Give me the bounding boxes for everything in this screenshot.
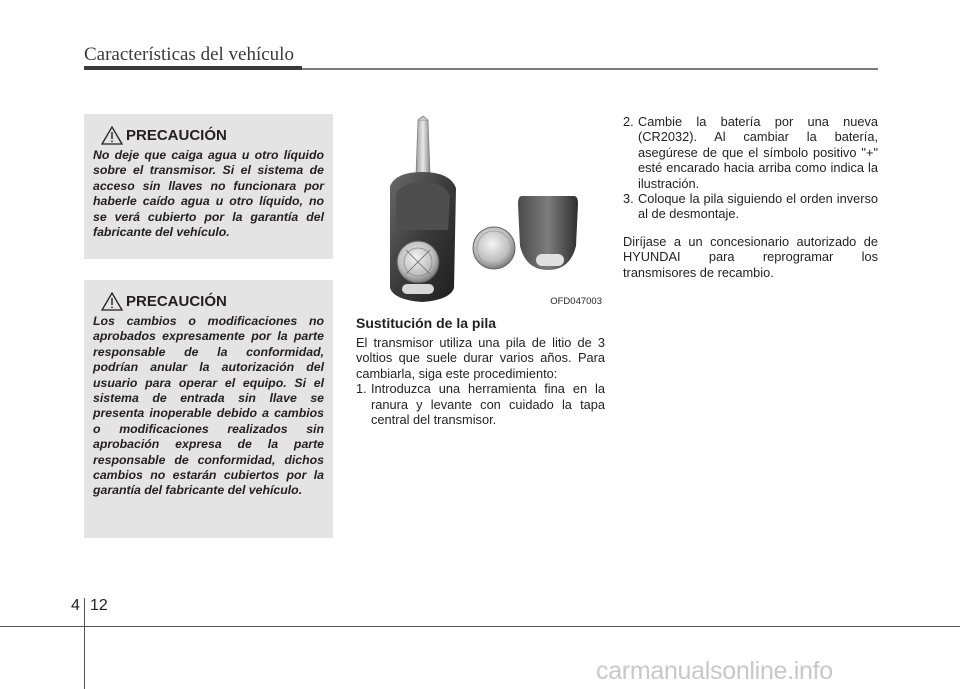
key-battery-photo <box>356 114 605 309</box>
step-number: 3. <box>623 191 634 207</box>
caution-title: PRECAUCIÓN <box>126 127 227 144</box>
header-rule <box>84 68 878 70</box>
step-number: 2. <box>623 114 634 129</box>
caution-box-modifications <box>84 280 333 538</box>
section-heading: Sustitución de la pila <box>356 315 497 331</box>
warning-triangle-icon <box>101 126 123 145</box>
closing-paragraph: Diríjase a un concesionario autorizado de HYUNDAI para reprogramar los transmisores de recambio. <box>623 233 878 280</box>
caution-text: No deje que caiga agua u otro líquido sobre el transmisor. Si el sistema de acceso sin llaves no funcionara por haberle caído agua u otro líquido, no se verá cubierto por la garantía del fabricante del vehículo. <box>93 148 324 240</box>
warning-triangle-icon <box>101 292 123 311</box>
caution-text: Los cambios o modificaciones no aprobados expresamente por la parte responsable de la conformidad, podrían anular la autorización del usuario para operar el equipo. Si el sistema de entrada sin llave se presenta inoperable debido a cambios o modificaciones realizados sin aprobación expresa de la parte responsable de conformidad, dichos cambios no estarán cubiertos por la garantía del fabricante del vehículo. <box>93 314 324 498</box>
step-item <box>356 381 605 427</box>
page-number: 12 <box>90 597 108 614</box>
intro-paragraph: El transmisor utiliza una pila de litio de 3 voltios que suele durar varios años. Para cambiarla, siga este procedimiento: <box>356 335 605 381</box>
caution-title: PRECAUCIÓN <box>126 293 227 310</box>
figure-code: OFD047003 <box>550 296 602 307</box>
footer-rule <box>0 626 960 627</box>
footer-divider <box>84 598 85 689</box>
caution-box-water <box>84 114 333 259</box>
step-item <box>623 191 878 222</box>
page-header-title: Características del vehículo <box>84 44 294 65</box>
watermark-text[interactable]: carmanualsonline.info <box>596 657 833 685</box>
key-fob-illustration <box>356 114 605 309</box>
right-column-text <box>623 114 878 280</box>
middle-column-text <box>356 335 605 427</box>
chapter-number: 4 <box>71 597 80 614</box>
step-item <box>623 114 878 191</box>
step-number: 1. <box>356 381 367 397</box>
step-text: Introduzca una herramienta fina en la ranura y levante con cuidado la tapa central del transmisor. <box>371 381 605 428</box>
step-text: Coloque la pila siguiendo el orden inverso al de desmontaje. <box>638 191 878 222</box>
step-text: Cambie la batería por una nueva (CR2032). Al cambiar la batería, asegúrese de que el símbolo positivo "+" esté encarado hacia arriba como indica la ilustración. <box>638 114 878 191</box>
